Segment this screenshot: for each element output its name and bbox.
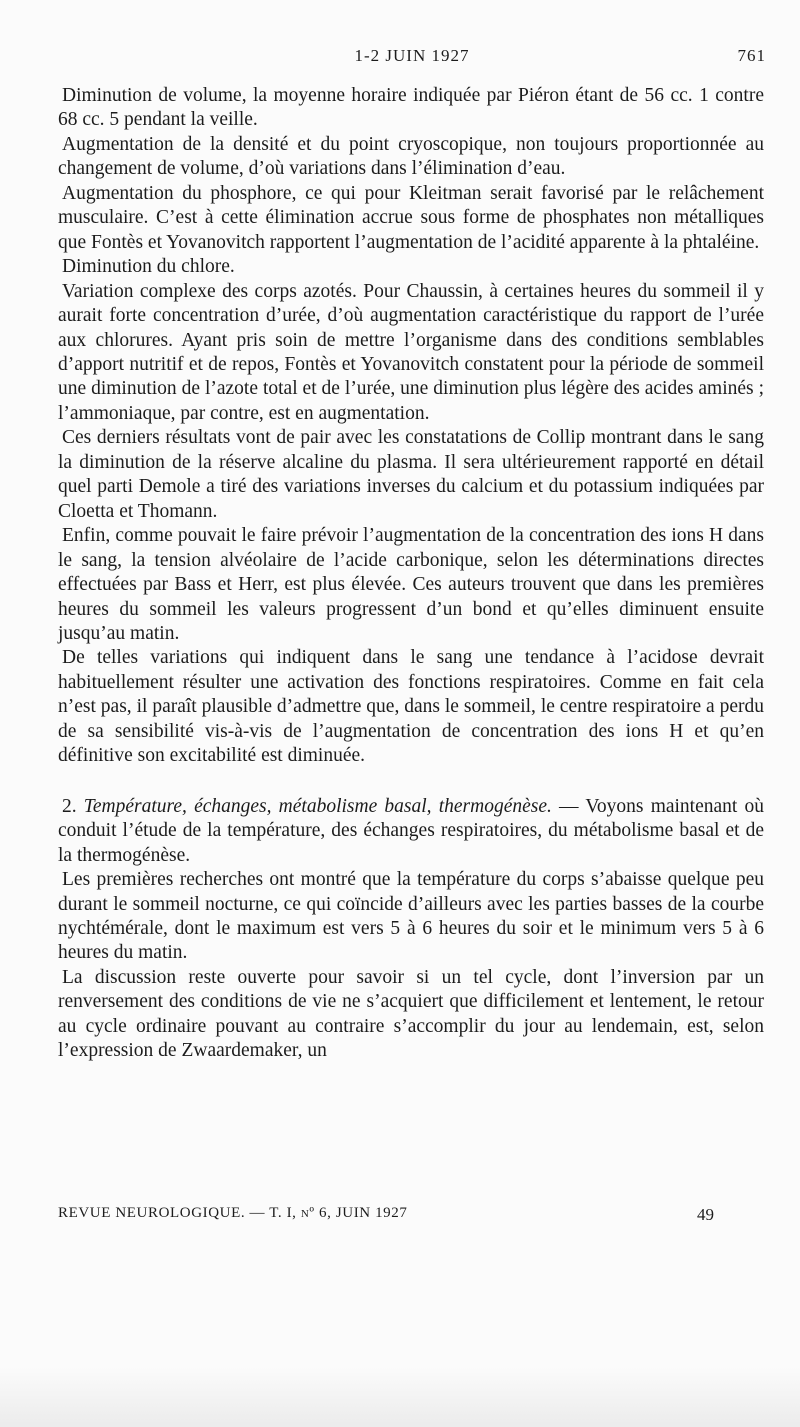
header-date: 1-2 JUIN 1927	[354, 46, 470, 65]
paragraph: De telles variations qui indiquent dans le sang une tendance à l’acidose devrait habituellement résulter une activation des fonctions respiratoires. Comme en fait cela n’est pas, il paraît plausible d’admettre que, dans le sommeil, le centre respiratoire a perdu de sa sensibilité vis-à-vis de l’augmentation de concentration des ions H et qu’en définitive son excitabilité est diminuée.	[58, 647, 764, 767]
paragraph: Diminution de volume, la moyenne horaire indiquée par Piéron étant de 56 cc. 1 contre 68 cc. 5 pendant la veille.	[58, 85, 764, 131]
scan-edge-shadow	[0, 1367, 800, 1427]
paragraph: Augmentation du phosphore, ce qui pour Kleitman serait favorisé par le relâchement musculaire. C’est à cette élimination accrue sous forme de phosphates non métalliques que Fontès et Yovanovitch rapportent l’augmentation de l’acidité apparente à la phtaléine.	[58, 182, 764, 253]
paragraph: La discussion reste ouverte pour savoir si un tel cycle, dont l’inversion par un renversement des conditions de vie ne s’acquiert que difficilement et lentement, le retour au cycle ordinaire pouvant au contraire s’accomplir du jour au lendemain, est, selon l’expression de Zwaardemaker, un	[58, 966, 764, 1062]
signature-mark: 49	[697, 1205, 714, 1224]
section-heading-paragraph	[58, 795, 764, 868]
paragraph: Augmentation de la densité et du point cryoscopique, non toujours proportionnée au changement de volume, d’où variations dans l’élimination d’eau.	[58, 133, 764, 180]
section-title: Température, échanges, métabolisme basal, thermogénèse.	[83, 795, 552, 817]
paragraph: Les premières recherches ont montré que la température du corps s’abaisse quelque peu durant le sommeil nocturne, ce qui coïncide d’ailleurs avec les parties basses de la courbe nychtémérale, dont le maximum est vers 5 à 6 heures du soir et le minimum vers 5 à 6 heures du matin.	[58, 869, 764, 964]
page-footer	[58, 1205, 764, 1227]
paragraph: Variation complexe des corps azotés. Pour Chaussin, à certaines heures du sommeil il y aurait forte concentration d’urée, d’où augmentation caractéristique du rapport de l’urée aux chlorures. Ayant pris soin de mettre l’organisme dans des conditions semblables d’apport nutritif et de repos, Fontès et Yovanovitch constatent pour la période de sommeil une diminution de l’azote total et de l’urée, une diminution plus légère des acides aminés ; l’ammoniaque, par contre, est en augmentation.	[58, 280, 764, 424]
paragraph: Ces derniers résultats vont de pair avec les constatations de Collip montrant dans le sang la diminution de la réserve alcaline du plasma. Il sera ultérieurement rapporté en détail quel parti Demole a tiré des variations inverses du calcium et du potassium indiquées par Cloetta et Thomann.	[58, 427, 764, 522]
journal-citation: REVUE NEUROLOGIQUE. — T. I, nº 6, JUIN 1927	[58, 1205, 408, 1221]
page-number: 761	[737, 46, 766, 65]
paragraph: Enfin, comme pouvait le faire prévoir l’augmentation de la concentration des ions H dans le sang, la tension alvéolaire de l’acide carbonique, selon les déterminations directes effectuées par Bass et Herr, est plus élevée. Ces auteurs trouvent que dans les premières heures du sommeil les valeurs progressent d’un bond et qu’elles diminuent ensuite jusqu’au matin.	[58, 525, 764, 644]
paragraph: Diminution du chlore.	[62, 256, 235, 278]
running-head	[58, 46, 766, 70]
section-gap	[58, 769, 764, 795]
section-number: 2.	[62, 795, 77, 817]
body-text	[58, 84, 764, 1064]
section-lead: — Voyons maintenant où conduit l’étude de la température, des échanges respiratoires, du métabolisme basal et de la thermogénèse.	[58, 795, 764, 866]
